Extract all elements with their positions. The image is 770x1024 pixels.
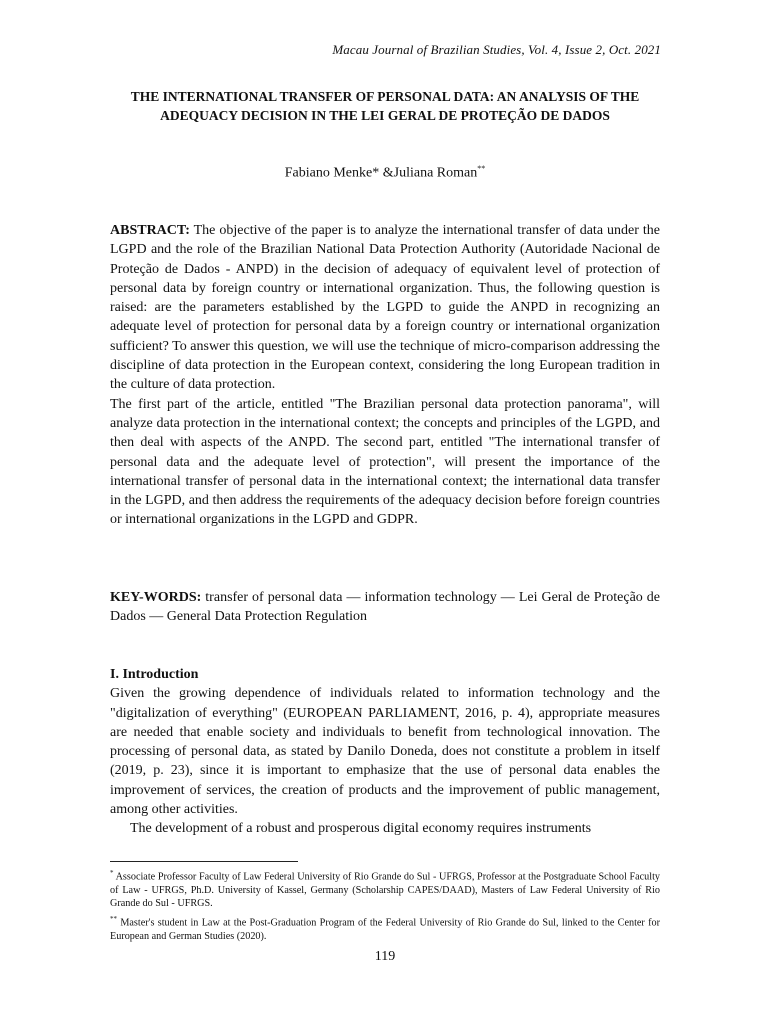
footnote-1 bbox=[110, 867, 660, 910]
paper-title: THE INTERNATIONAL TRANSFER OF PERSONAL DATA: AN ANALYSIS OF THE ADEQUACY DECISION IN THE LEI GERAL DE PROTEÇÃO DE DADOS bbox=[130, 89, 640, 123]
abstract-paragraph-1 bbox=[110, 221, 660, 395]
keywords-text: transfer of personal data — information technology — Lei Geral de Proteção de Dados — General Data Protection Regulation bbox=[110, 590, 660, 625]
keywords-section bbox=[110, 588, 660, 627]
introduction-paragraph-2: The development of a robust and prosperous digital economy requires instruments bbox=[130, 821, 592, 837]
introduction-paragraph-1: Given the growing dependence of individuals related to information technology and the "digitalization of everything" (EUROPEAN PARLIAMENT, 2016, p. 4), appropriate measures are needed that enable society and individuals to benefit from technological innovation. The processing of personal data, as stated by Danilo Doneda, does not constitute a problem in itself (2019, p. 23), since it is important to emphasize that the use of personal data enables the improvement of services, the creation of products and the improvement of public management, among other activities. bbox=[110, 686, 660, 818]
footnote-2 bbox=[110, 913, 660, 943]
author-1-mark: * bbox=[372, 165, 380, 181]
footnote-2-text: Master's student in Law at the Post-Graduation Program of the Federal University of Rio Grande do Sul, linked to the Center for European and German Studies (2020). bbox=[110, 917, 661, 942]
author-1-name: Fabiano Menke bbox=[284, 165, 373, 181]
keywords-label: KEY-WORDS: bbox=[110, 590, 202, 605]
page-number: 119 bbox=[374, 949, 396, 964]
running-head: Macau Journal of Brazilian Studies, Vol. 4, Issue 2, Oct. 2021 bbox=[332, 42, 661, 57]
footnotes bbox=[110, 867, 660, 946]
abstract-text-1: The objective of the paper is to analyze the international transfer of data under the LGPD and the role of the Brazilian National Data Protection Authority (Autoridade Nacional de Proteção de Dados - ANPD) in the decision of adequacy of equivalent level of protection of personal data by foreign country or international organization. Thus, the following question is raised: are the parameters established by the LGPD to guide the ANPD in recognizing an adequate level of protection for personal data by a foreign country or international organization sufficient? To answer this question, we will use the technique of micro-comparison addressing the discipline of data protection in the European context, considering the long European tradition in the culture of data protection. bbox=[110, 223, 660, 393]
author-2-name: Juliana Roman bbox=[393, 165, 478, 181]
footnote-1-mark: * bbox=[110, 869, 114, 877]
abstract-paragraph-2: The first part of the article, entitled "The Brazilian personal data protection panorama", will analyze data protection in the international context; the concepts and principles of the LGPD, and then deal with aspects of the ANPD. The second part, entitled "The international transfer of personal data and the adequate level of protection", will present the importance of the international transfer of personal data in the international context; the international data transfer in the LGPD, and then address the requirements of the adequacy decision before foreign countries or international organizations in the LGPD and GDPR. bbox=[110, 396, 660, 528]
footnote-divider bbox=[110, 861, 298, 862]
introduction-section bbox=[110, 665, 660, 839]
abstract-label: ABSTRACT: bbox=[110, 223, 190, 238]
footnote-1-text: Associate Professor Faculty of Law Federal University of Rio Grande do Sul - UFRGS, Professor at the Postgraduate School Faculty of Law - UFRGS, Ph.D. University of Kassel, Germany (Scholarship CAPES/DAAD), Masters of Law Federal University of Rio Grande do Sul - UFRGS. bbox=[110, 871, 660, 909]
author-separator: & bbox=[379, 165, 394, 181]
author-2-mark: ** bbox=[477, 164, 486, 173]
abstract-section bbox=[110, 221, 660, 530]
introduction-heading: I. Introduction bbox=[110, 667, 199, 682]
author-line bbox=[110, 164, 660, 182]
keywords-paragraph bbox=[110, 588, 660, 627]
footnote-2-mark: ** bbox=[110, 915, 117, 923]
